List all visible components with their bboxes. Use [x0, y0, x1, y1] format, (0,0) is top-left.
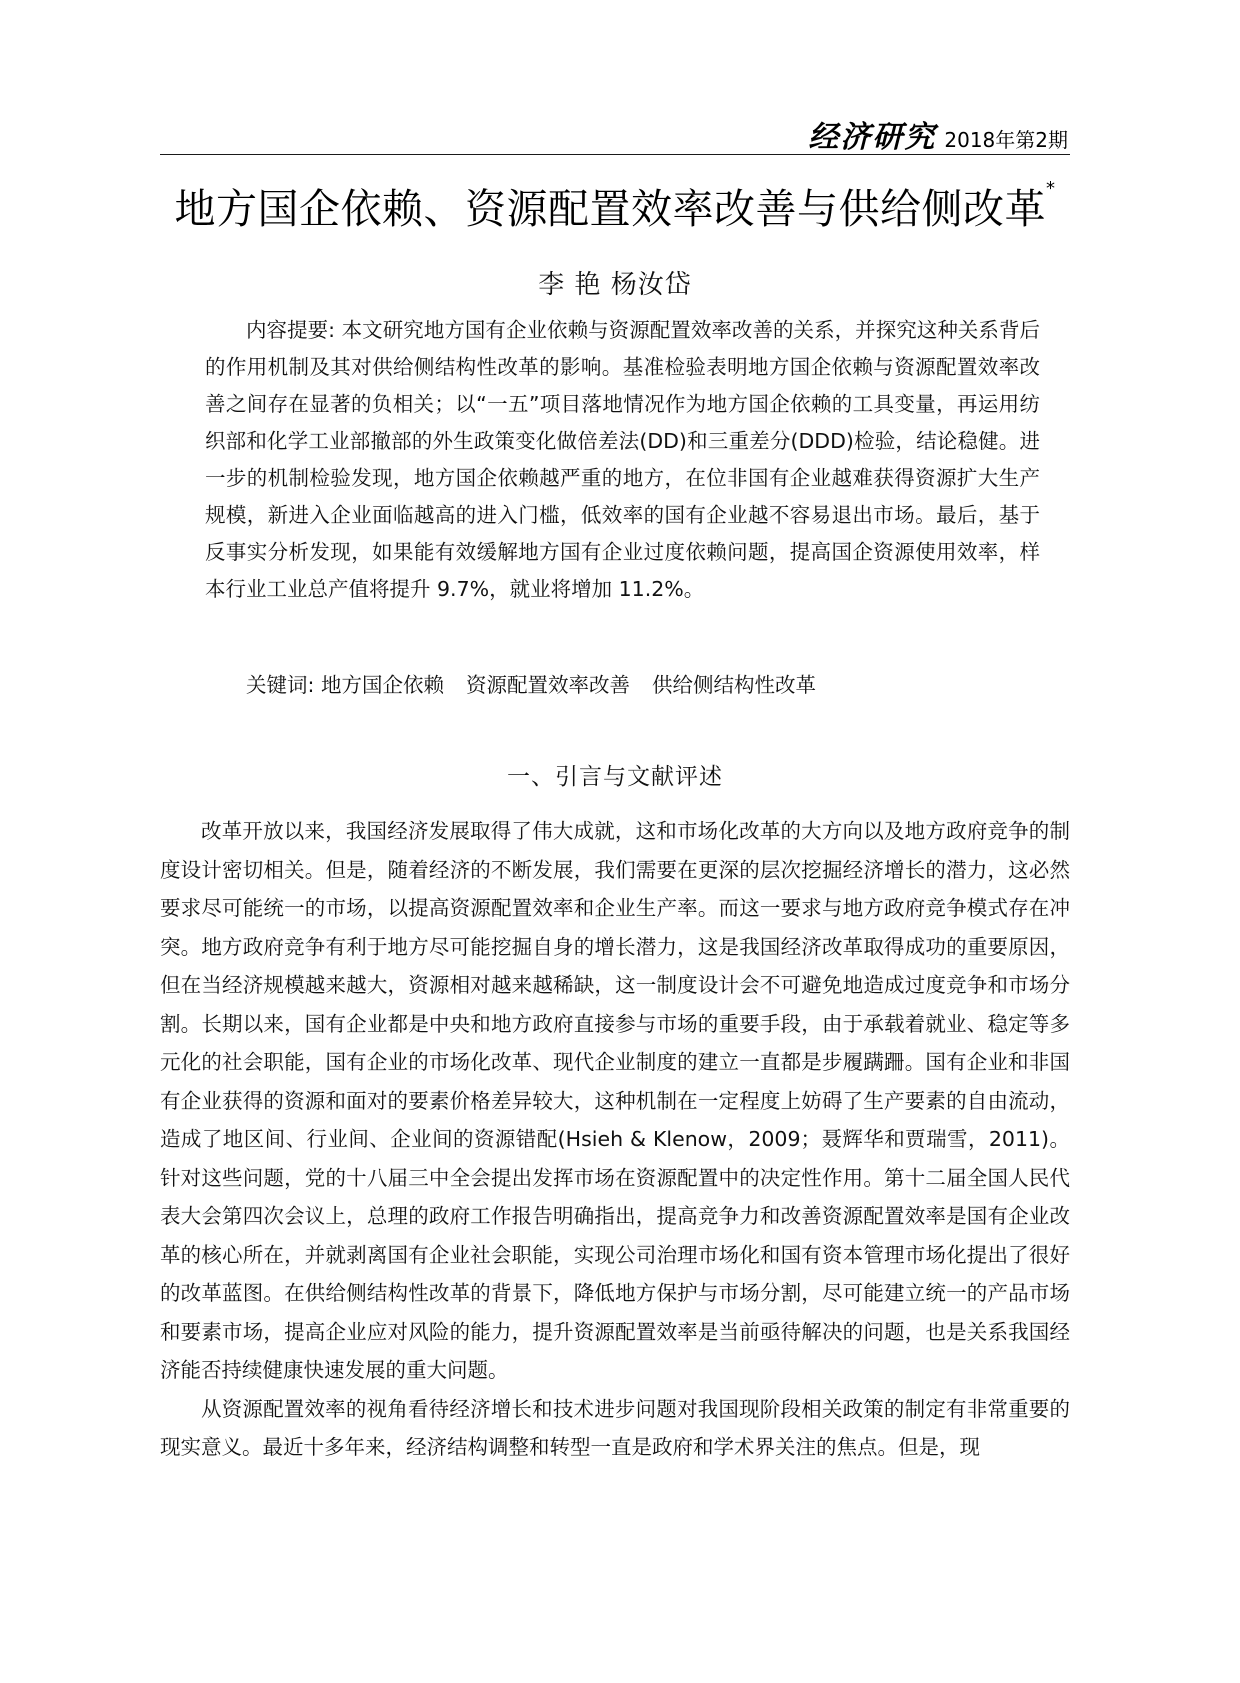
- keyword-item: 资源配置效率改善: [465, 673, 630, 697]
- body-paragraph: 改革开放以来，我国经济发展取得了伟大成就，这和市场化改革的大方向以及地方政府竞争的制度设计密切相关。但是，随着经济的不断发展，我们需要在更深的层次挖掘经济增长的潜力，这必然要求尽可能统一的市场，以提高资源配置效率和企业生产率。而这一要求与地方政府竞争模式存在冲突。地方政府竞争有利于地方尽可能挖掘自身的增长潜力，这是我国经济改革取得成功的重要原因，但在当经济规模越来越大，资源相对越来越稀缺，这一制度设计会不可避免地造成过度竞争和市场分割。长期以来，国有企业都是中央和地方政府直接参与市场的重要手段，由于承载着就业、稳定等多元化的社会职能，国有企业的市场化改革、现代企业制度的建立一直都是步履蹒跚。国有企业和非国有企业获得的资源和面对的要素价格差异较大，这种机制在一定程度上妨碍了生产要素的自由流动，造成了地区间、行业间、企业间的资源错配(Hsieh & Klenow，2009；聂辉华和贾瑞雪，2011)。针对这些问题，党的十八届三中全会提出发挥市场在资源配置中的决定性作用。第十二届全国人民代表大会第四次会议上，总理的政府工作报告明确指出，提高竞争力和改善资源配置效率是国有企业改革的核心所在，并就剥离国有企业社会职能，实现公司治理市场化和国有资本管理市场化提出了很好的改革蓝图。在供给侧结构性改革的背景下，降低地方保护与市场分割，尽可能建立统一的产品市场和要素市场，提高企业应对风险的能力，提升资源配置效率是当前亟待解决的问题，也是关系我国经济能否持续健康快速发展的重大问题。: [160, 819, 1070, 1382]
- issue-number: 2018年第2期: [944, 128, 1068, 152]
- article-title-text: 地方国企依赖、资源配置效率改善与供给侧改革: [174, 185, 1046, 233]
- article-authors: 李 艳 杨汝岱: [538, 270, 692, 300]
- abstract-paragraph: [205, 312, 1040, 608]
- body-paragraph: 从资源配置效率的视角看待经济增长和技术进步问题对我国现阶段相关政策的制定有非常重要的现实意义。最近十多年来，经济结构调整和转型一直是政府和学术界关注的焦点。但是，现: [160, 1396, 1070, 1459]
- body-text: [160, 812, 1070, 1467]
- keywords: [205, 667, 1040, 704]
- abstract-label: 内容提要:: [246, 318, 336, 342]
- abstract: [205, 312, 1040, 608]
- page-header: [160, 108, 1070, 155]
- journal-masthead: [808, 112, 1068, 156]
- keyword-item: 地方国企依赖: [320, 673, 444, 697]
- keywords-label: 关键词:: [246, 673, 315, 697]
- title-footnote-mark: *: [1046, 178, 1056, 199]
- keyword-item: 供给侧结构性改革: [651, 673, 816, 697]
- section-heading: 一、引言与文献评述: [507, 764, 723, 790]
- journal-name: 经济研究: [808, 120, 937, 155]
- abstract-text: 本文研究地方国有企业依赖与资源配置效率改善的关系，并探究这种关系背后的作用机制及其对供给侧结构性改革的影响。基准检验表明地方国企依赖与资源配置效率改善之间存在显著的负相关；以“一五”项目落地情况作为地方国企依赖的工具变量，再运用纺织部和化学工业部撤部的外生政策变化做倍差法(DD)和三重差分(DDD)检验，结论稳健。进一步的机制检验发现，地方国企依赖越严重的地方，在位非国有企业越难获得资源扩大生产规模，新进入企业面临越高的进入门槛，低效率的国有企业越不容易退出市场。最后，基于反事实分析发现，如果能有效缓解地方国有企业过度依赖问题，提高国企资源使用效率，样本行业工业总产值将提升 9.7%，就业将增加 11.2%。: [205, 318, 1040, 601]
- article-title: [160, 176, 1070, 235]
